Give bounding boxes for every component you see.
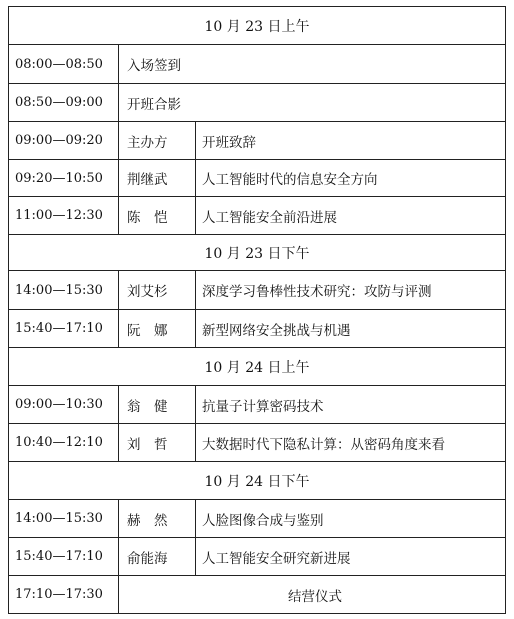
speaker-cell-text: 陈 恺 [127, 209, 168, 226]
time-cell [8, 385, 119, 424]
speaker-cell [118, 385, 196, 424]
speaker-cell-text: 刘 哲 [127, 436, 168, 453]
speaker-cell [118, 423, 196, 462]
time-cell [8, 309, 119, 348]
time-cell-text: 14:00—15:30 [15, 511, 103, 526]
topic-cell [195, 423, 506, 462]
time-cell-text: 17:10—17:30 [15, 587, 103, 602]
topic-cell [195, 159, 506, 197]
time-cell-text: 09:00—10:30 [15, 397, 103, 412]
activity-cell-text: 入场签到 [127, 58, 181, 74]
topic-cell [195, 196, 506, 235]
time-cell-text: 09:20—10:50 [15, 170, 103, 186]
topic-cell-text: 人工智能安全前沿进展 [202, 209, 337, 226]
activity-cell [118, 83, 506, 122]
time-cell-text: 15:40—17:10 [15, 549, 103, 564]
time-cell [8, 423, 119, 462]
day-header [8, 234, 506, 271]
time-cell-text: 14:00—15:30 [15, 282, 103, 298]
activity-cell [118, 44, 506, 84]
day-header [8, 6, 506, 45]
time-cell [8, 83, 119, 122]
topic-cell [195, 499, 506, 538]
time-cell [8, 499, 119, 538]
day-header-text: 10 月 23 日下午 [204, 245, 310, 262]
time-cell-text: 08:00—08:50 [15, 56, 103, 72]
speaker-cell [118, 121, 196, 160]
topic-cell-text: 人工智能时代的信息安全方向 [202, 172, 378, 188]
time-cell-text: 10:40—12:10 [15, 435, 103, 450]
activity-cell-text: 开班合影 [127, 96, 181, 113]
time-cell [8, 44, 119, 84]
time-cell [8, 121, 119, 160]
closing-cell-text: 结营仪式 [288, 588, 342, 605]
topic-cell-text: 人脸图像合成与鉴别 [202, 512, 324, 529]
day-header [8, 347, 506, 386]
speaker-cell [118, 309, 196, 348]
speaker-cell [118, 270, 196, 310]
topic-cell [195, 385, 506, 424]
speaker-cell [118, 537, 196, 576]
speaker-cell-text: 俞能海 [127, 550, 168, 567]
time-cell [8, 270, 119, 310]
topic-cell-text: 人工智能安全研究新进展 [202, 550, 351, 567]
speaker-cell [118, 196, 196, 235]
time-cell-text: 11:00—12:30 [15, 208, 103, 223]
speaker-cell-text: 阮 娜 [127, 322, 168, 339]
speaker-cell-text: 翁 健 [127, 398, 168, 415]
topic-cell-text: 深度学习鲁棒性技术研究：攻防与评测 [202, 284, 432, 300]
day-header-text: 10 月 24 日上午 [204, 359, 310, 376]
topic-cell-text: 新型网络安全挑战与机遇 [202, 322, 351, 339]
day-header-text: 10 月 23 日上午 [204, 18, 310, 35]
speaker-cell [118, 159, 196, 197]
topic-cell [195, 121, 506, 160]
topic-cell-text: 开班致辞 [202, 134, 256, 151]
speaker-cell [118, 499, 196, 538]
time-cell [8, 575, 119, 614]
time-cell [8, 196, 119, 235]
topic-cell-text: 大数据时代下隐私计算：从密码角度来看 [202, 436, 445, 453]
topic-cell [195, 309, 506, 348]
time-cell-text: 09:00—09:20 [15, 133, 103, 148]
topic-cell [195, 537, 506, 576]
time-cell-text: 15:40—17:10 [15, 321, 103, 336]
topic-cell [195, 270, 506, 310]
speaker-cell-text: 主办方 [127, 134, 168, 151]
time-cell [8, 537, 119, 576]
speaker-cell-text: 刘艾杉 [127, 284, 168, 300]
topic-cell-text: 抗量子计算密码技术 [202, 398, 324, 415]
speaker-cell-text: 荆继武 [127, 172, 168, 188]
day-header [8, 461, 506, 500]
time-cell-text: 08:50—09:00 [15, 95, 103, 110]
speaker-cell-text: 赫 然 [127, 512, 168, 529]
time-cell [8, 159, 119, 197]
closing-cell [118, 575, 506, 614]
day-header-text: 10 月 24 日下午 [204, 473, 310, 490]
